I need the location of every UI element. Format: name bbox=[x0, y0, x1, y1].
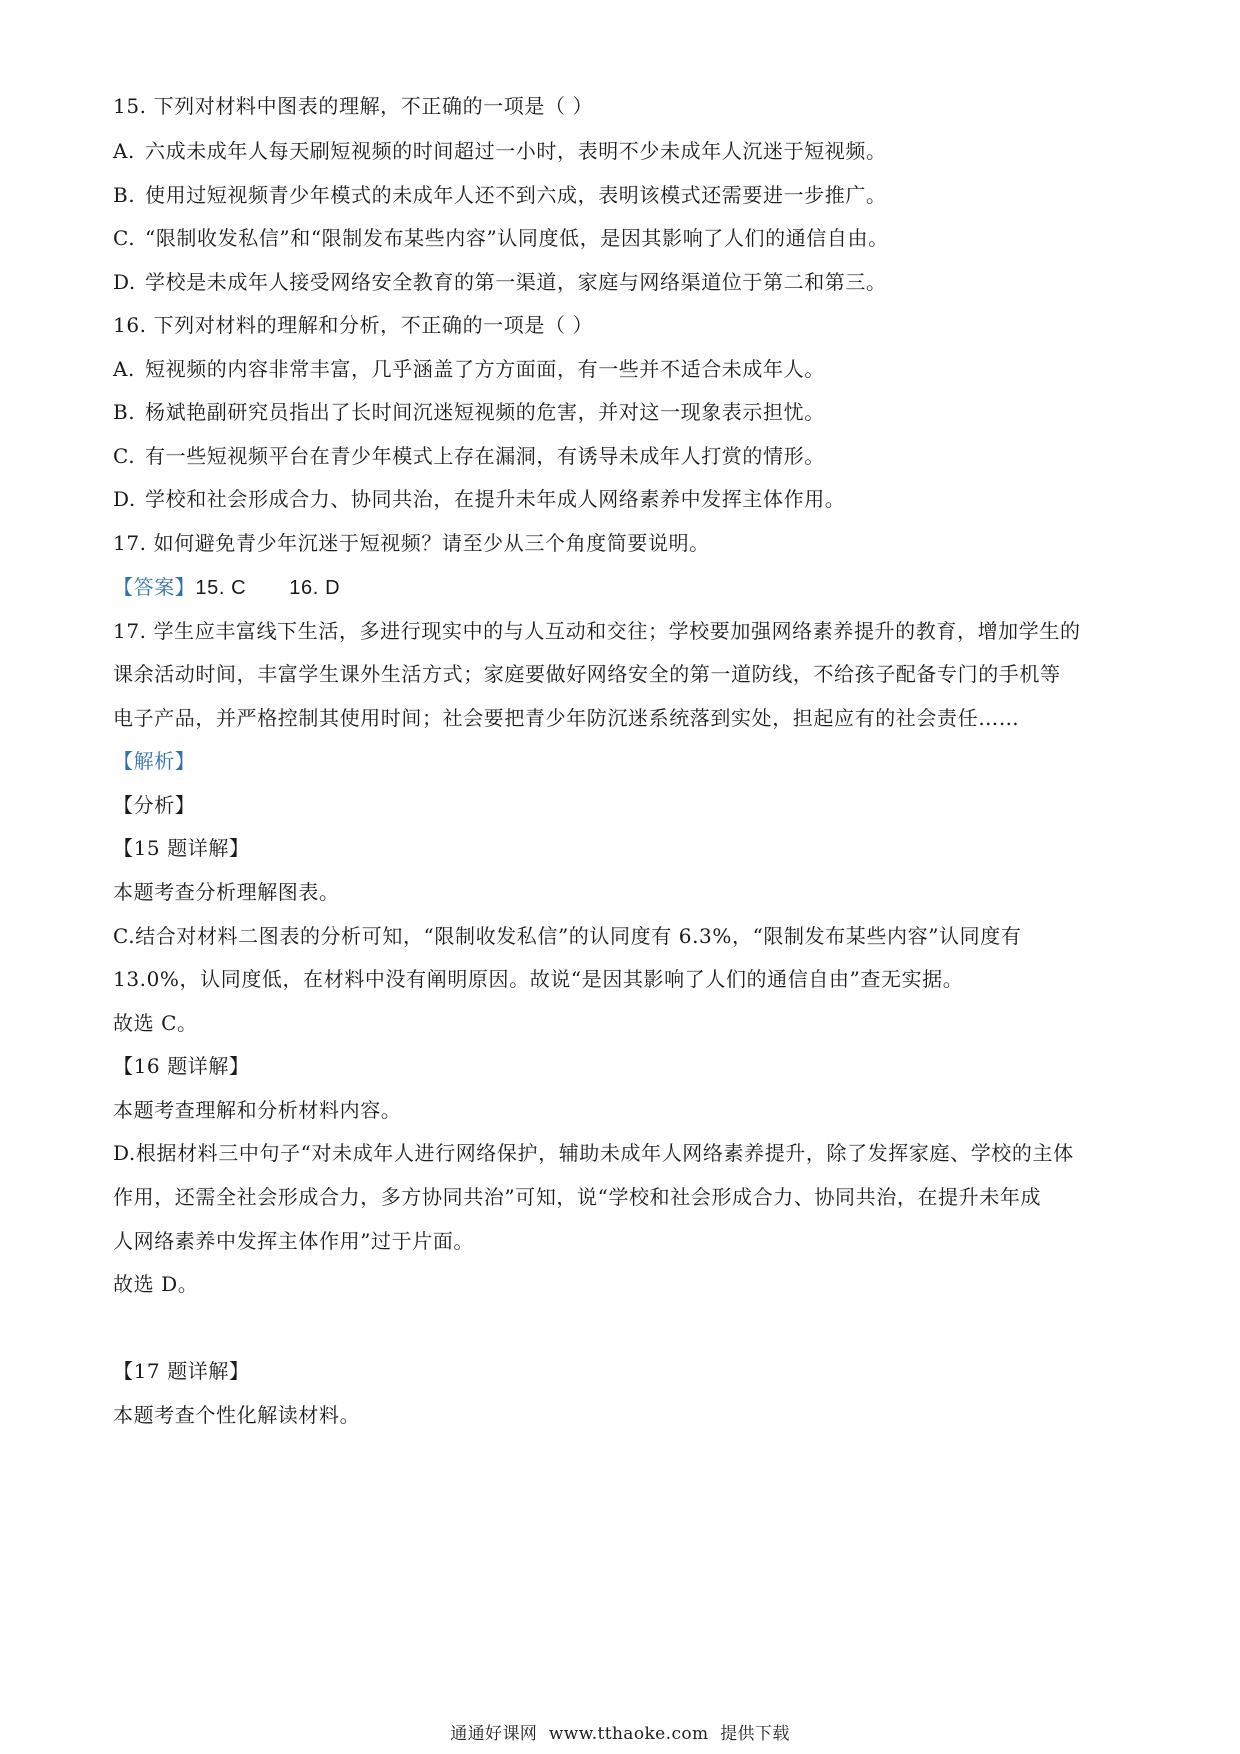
q16-detail-title: 【16 题详解】 bbox=[113, 1054, 250, 1078]
answer-label: 【答案】 bbox=[113, 575, 196, 599]
answer-17-line-3: 电子产品，并严格控制其使用时间；社会要把青少年防沉迷系统落到实处，担起应有的社会责任…… bbox=[113, 706, 1020, 730]
q16-conclusion: 故选 D。 bbox=[113, 1272, 199, 1296]
page-footer: 通通好课网 www.tthaoke.com 提供下载 bbox=[450, 1724, 790, 1744]
question-16-option-d bbox=[113, 485, 845, 513]
option-text: 杨斌艳副研究员指出了长时间沉迷短视频的危害，并对这一现象表示担忧。 bbox=[145, 400, 825, 424]
q16-detail-line-2: 作用，还需全社会形成合力，多方协同共治”可知，说“学校和社会形成合力、协同共治，在提升未年成 bbox=[113, 1185, 1042, 1209]
question-16-option-b bbox=[113, 398, 825, 426]
question-15-option-a bbox=[113, 137, 887, 165]
q15-detail-line-1: C.结合对材料二图表的分析可知，“限制收发私信”的认同度有 6.3%，“限制发布某些内容”认同度有 bbox=[113, 924, 1022, 948]
option-tag: B. bbox=[113, 400, 136, 424]
option-tag: A. bbox=[113, 139, 136, 163]
option-tag: C. bbox=[113, 444, 136, 468]
option-tag: C. bbox=[113, 226, 136, 250]
option-tag: D. bbox=[113, 487, 136, 511]
q15-conclusion: 故选 C。 bbox=[113, 1011, 198, 1035]
question-15-stem: 15. 下列对材料中图表的理解，不正确的一项是（ ） bbox=[113, 94, 594, 118]
answer-line bbox=[113, 573, 340, 602]
answer-value: 15. C 16. D bbox=[195, 577, 341, 599]
option-text: “限制收发私信”和“限制发布某些内容”认同度低，是因其影响了人们的通信自由。 bbox=[145, 226, 889, 250]
option-tag: D. bbox=[113, 270, 136, 294]
q17-detail-title: 【17 题详解】 bbox=[113, 1359, 250, 1383]
q16-detail-line-1: D.根据材料三中句子“对未成年人进行网络保护，辅助未成年人网络素养提升，除了发挥家庭、学校的主体 bbox=[113, 1141, 1074, 1165]
question-15-option-b bbox=[113, 181, 887, 209]
question-16-option-c bbox=[113, 442, 825, 470]
answer-17-line-1: 17. 学生应丰富线下生活，多进行现实中的与人互动和交往；学校要加强网络素养提升的教育，增加学生的 bbox=[113, 619, 1081, 643]
option-text: 学校和社会形成合力、协同共治，在提升未年成人网络素养中发挥主体作用。 bbox=[145, 487, 846, 511]
option-text: 使用过短视频青少年模式的未成年人还不到六成，表明该模式还需要进一步推广。 bbox=[145, 183, 887, 207]
question-15-option-c bbox=[113, 224, 889, 252]
q15-detail-line-2: 13.0%，认同度低，在材料中没有阐明原因。故说“是因其影响了人们的通信自由”查无实据。 bbox=[113, 967, 964, 991]
answer-17-line-2: 课余活动时间，丰富学生课外生活方式；家庭要做好网络安全的第一道防线，不给孩子配备专门的手机等 bbox=[113, 662, 1061, 686]
q15-detail-title: 【15 题详解】 bbox=[113, 836, 250, 860]
option-text: 短视频的内容非常丰富，几乎涵盖了方方面面，有一些并不适合未成年人。 bbox=[145, 357, 825, 381]
q17-detail-intro: 本题考查个性化解读材料。 bbox=[113, 1403, 361, 1427]
option-text: 学校是未成年人接受网络安全教育的第一渠道，家庭与网络渠道位于第二和第三。 bbox=[145, 270, 887, 294]
analysis-label: 【解析】 bbox=[113, 749, 196, 773]
option-tag: B. bbox=[113, 183, 136, 207]
question-16-stem: 16. 下列对材料的理解和分析，不正确的一项是（ ） bbox=[113, 313, 594, 337]
question-16-option-a bbox=[113, 355, 825, 383]
question-17-stem: 17. 如何避免青少年沉迷于短视频？请至少从三个角度简要说明。 bbox=[113, 531, 710, 555]
option-tag: A. bbox=[113, 357, 136, 381]
fenxi-label: 【分析】 bbox=[113, 793, 196, 817]
q15-detail-intro: 本题考查分析理解图表。 bbox=[113, 880, 340, 904]
question-15-option-d bbox=[113, 268, 887, 296]
q16-detail-line-3: 人网络素养中发挥主体作用”过于片面。 bbox=[113, 1229, 475, 1253]
option-text: 六成未成年人每天刷短视频的时间超过一小时，表明不少未成年人沉迷于短视频。 bbox=[145, 139, 887, 163]
q16-detail-intro: 本题考查理解和分析材料内容。 bbox=[113, 1098, 402, 1122]
option-text: 有一些短视频平台在青少年模式上存在漏洞，有诱导未成年人打赏的情形。 bbox=[145, 444, 825, 468]
